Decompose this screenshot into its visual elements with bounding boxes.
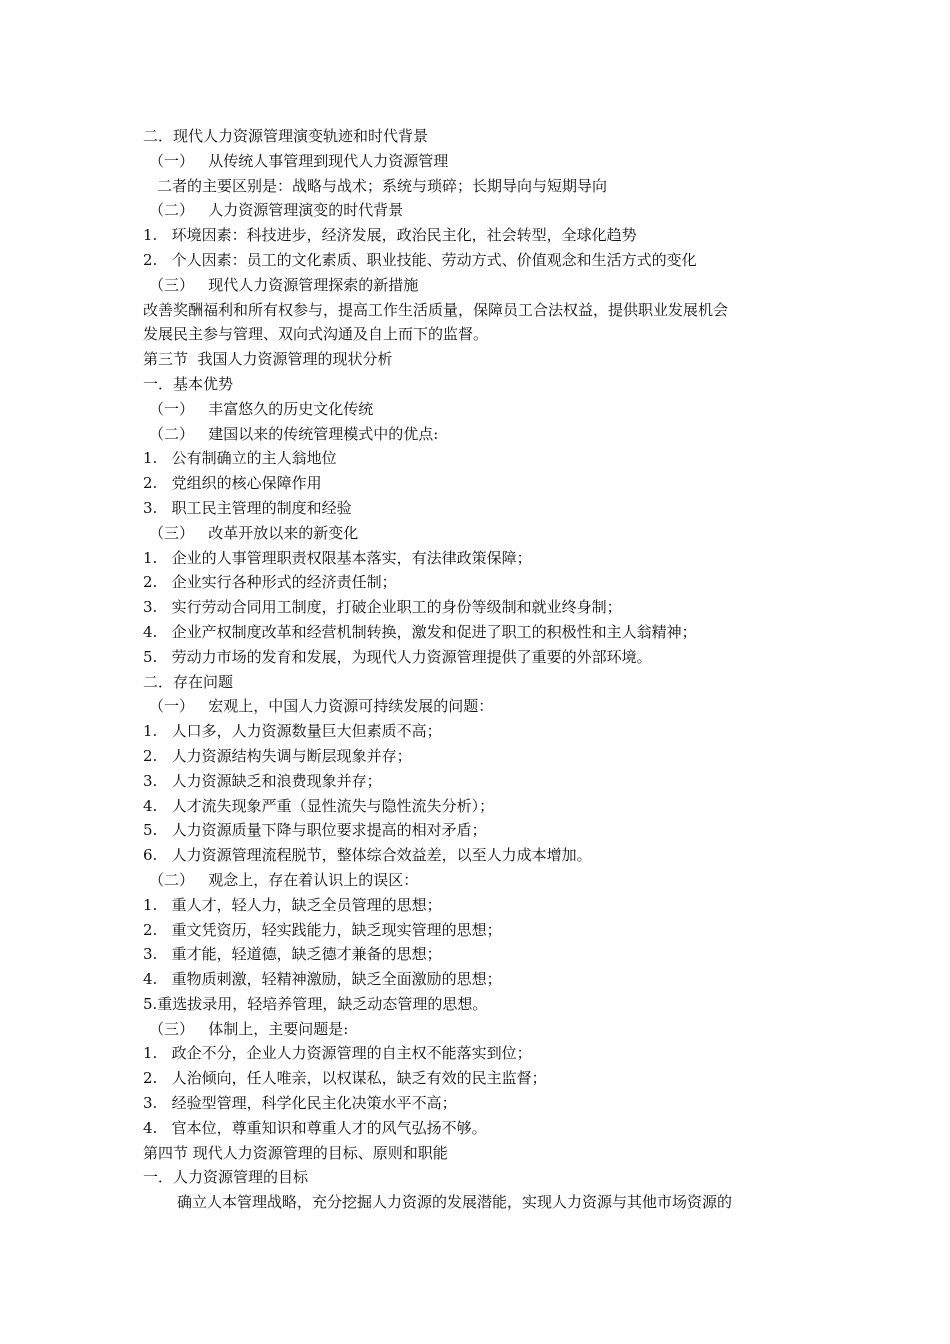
list-item: 3. 实行劳动合同用工制度，打破企业职工的身份等级制和就业终身制； — [143, 598, 622, 617]
section-heading: 二．现代人力资源管理演变轨迹和时代背景 — [143, 127, 429, 145]
list-item: 1. 重人才，轻人力，缺乏全员管理的思想； — [143, 895, 442, 914]
list-item: 3. 人力资源缺乏和浪费现象并存； — [143, 771, 382, 790]
subsection-heading: （二） 观念上，存在着认识上的误区： — [149, 870, 419, 889]
list-item: 3. 经验型管理，科学化民主化决策水平不高； — [143, 1094, 457, 1113]
subsection-heading: （一） 宏观上，中国人力资源可持续发展的问题： — [149, 697, 494, 716]
list-item: 3. 职工民主管理的制度和经验 — [143, 498, 352, 517]
section-heading: 二．存在问题 — [143, 672, 234, 691]
subsection-heading: （二） 建国以来的传统管理模式中的优点: — [149, 424, 439, 443]
list-item: 4. 重物质刺激，轻精神激励，缺乏全面激励的思想； — [143, 970, 502, 989]
section-heading: 第三节 我国人力资源管理的现状分析 — [143, 350, 393, 369]
list-item: 1. 公有制确立的主人翁地位 — [143, 449, 337, 468]
subsection-heading: （二） 人力资源管理演变的时代背景 — [149, 201, 404, 220]
paragraph-line: 发展民主参与管理、双向式沟通及自上而下的监督。 — [143, 325, 489, 344]
list-item: 2. 人力资源结构失调与断层现象并存； — [143, 746, 412, 765]
list-item: 2. 个人因素：员工的文化素质、职业技能、劳动方式、价值观念和生活方式的变化 — [143, 250, 697, 269]
list-item: 6. 人力资源管理流程脱节，整体综合效益差，以至人力成本增加。 — [143, 846, 592, 865]
list-item: 2. 人治倾向，任人唯亲，以权谋私，缺乏有效的民主监督； — [143, 1069, 547, 1088]
list-item: 2. 党组织的核心保障作用 — [143, 474, 322, 493]
list-item: 2. 企业实行各种形式的经济责任制； — [143, 573, 397, 592]
list-item: 1. 政企不分，企业人力资源管理的自主权不能落实到位； — [143, 1044, 532, 1063]
list-item: 1. 企业的人事管理职责权限基本落实，有法律政策保障； — [143, 548, 532, 567]
list-item: 2. 重文凭资历，轻实践能力，缺乏现实管理的思想； — [143, 920, 502, 939]
paragraph-line: 确立人本管理战略，充分挖掘人力资源的发展潜能，实现人力资源与其他市场资源的 — [177, 1193, 733, 1212]
section-heading: 一．人力资源管理的目标 — [143, 1168, 309, 1187]
paragraph-line: 改善奖酬福利和所有权参与，提高工作生活质量，保障员工合法权益，提供职业发展机会 — [143, 300, 729, 319]
list-item: 5. 劳动力市场的发育和发展，为现代人力资源管理提供了重要的外部环境。 — [143, 647, 652, 666]
document-body — [143, 124, 823, 1215]
paragraph-line: 二者的主要区别是：战略与战术；系统与琐碎；长期导向与短期导向 — [157, 176, 608, 195]
list-item: 5. 人力资源质量下降与职位要求提高的相对矛盾； — [143, 821, 487, 840]
subsection-heading: （一） 丰富悠久的历史文化传统 — [149, 399, 374, 418]
list-item: 3. 重才能，轻道德，缺乏德才兼备的思想； — [143, 945, 442, 964]
list-item: 5.重选拔录用，轻培养管理，缺乏动态管理的思想。 — [143, 994, 488, 1013]
list-item: 4. 企业产权制度改革和经营机制转换，激发和促进了职工的积极性和主人翁精神； — [143, 622, 697, 641]
subsection-heading: （一） 从传统人事管理到现代人力资源管理 — [149, 151, 449, 170]
list-item: 1. 人口多，人力资源数量巨大但素质不高； — [143, 722, 442, 741]
section-heading: 第四节 现代人力资源管理的目标、原则和职能 — [143, 1143, 448, 1162]
list-item: 1. 环境因素：科技进步，经济发展，政治民主化，社会转型，全球化趋势 — [143, 226, 637, 245]
list-item: 4. 人才流失现象严重（显性流失与隐性流失分析）； — [143, 796, 495, 815]
subsection-heading: （三） 现代人力资源管理探索的新措施 — [149, 275, 419, 294]
subsection-heading: （三） 体制上，主要问题是: — [149, 1019, 349, 1038]
section-heading: 一．基本优势 — [143, 374, 234, 393]
subsection-heading: （三） 改革开放以来的新变化 — [149, 523, 359, 542]
list-item: 4. 官本位，尊重知识和尊重人才的风气弘扬不够。 — [143, 1118, 487, 1137]
